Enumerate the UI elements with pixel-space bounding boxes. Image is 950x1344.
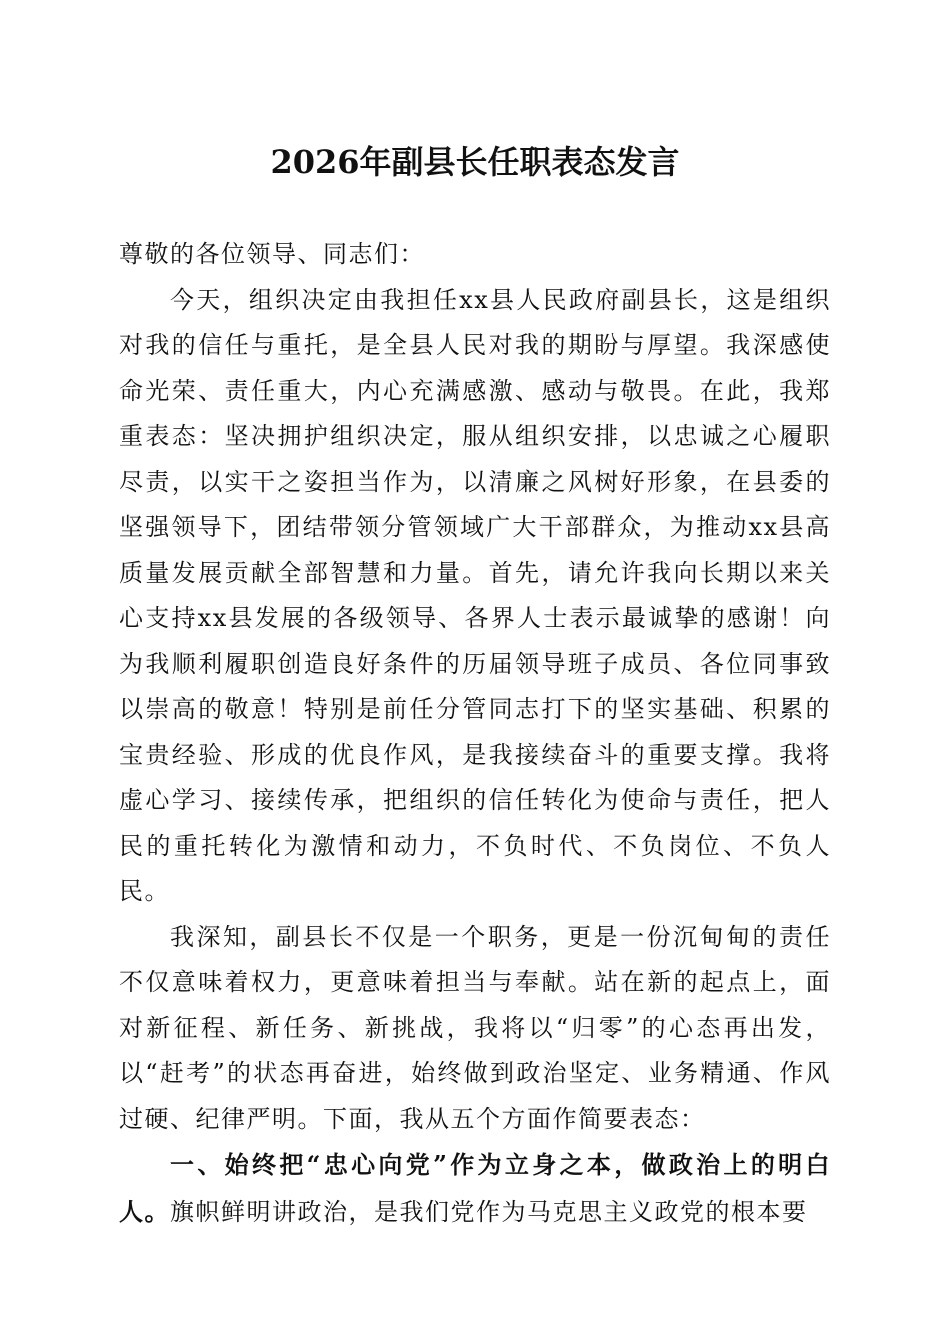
paragraph-responsibility: 我深知，副县长不仅是一个职务，更是一份沉甸甸的责任不仅意味着权力，更意味着担当与奉献。站在新的起点上，面对新征程、新任务、新挑战，我将以“归零”的心态再出发，以“赶考”的状态再奋进，始终做到政治坚定、业务精通、作风过硬、纪律严明。下面，我从五个方面作简要表态： <box>119 922 831 1133</box>
section-1-text: 旗帜鲜明讲政治，是我们党作为马克思主义政党的根本要 <box>170 1197 808 1226</box>
document-body <box>119 232 831 1235</box>
section-1-paragraph <box>119 1142 831 1235</box>
salutation: 尊敬的各位领导、同志们： <box>119 240 425 268</box>
section-1-heading: 一、始终把“忠心向党”作为立身之本，做政治上的明白人。 <box>119 1150 831 1226</box>
paragraph-opening: 今天，组织决定由我担任xx县人民政府副县长，这是组织对我的信任与重托，是全县人民对我的期盼与厚望。我深感使命光荣、责任重大，内心充满感激、感动与敬畏。在此，我郑重表态：坚决拥护组织决定，服从组织安排，以忠诚之心履职尽责，以实干之姿担当作为，以清廉之风树好形象，在县委的坚强领导下，团结带领分管领域广大干部群众，为推动xx县高质量发展贡献全部智慧和力量。首先，请允许我向长期以来关心支持xx县发展的各级领导、各界人士表示最诚挚的感谢！向为我顺利履职创造良好条件的历届领导班子成员、各位同事致以崇高的敬意！特别是前任分管同志打下的坚实基础、积累的宝贵经验、形成的优良作风，是我接续奋斗的重要支撑。我将虚心学习、接续传承，把组织的信任转化为使命与责任，把人民的重托转化为激情和动力，不负时代、不负岗位、不负人民。 <box>119 285 831 905</box>
document-title: 2026年副县长任职表态发言 <box>270 143 680 181</box>
